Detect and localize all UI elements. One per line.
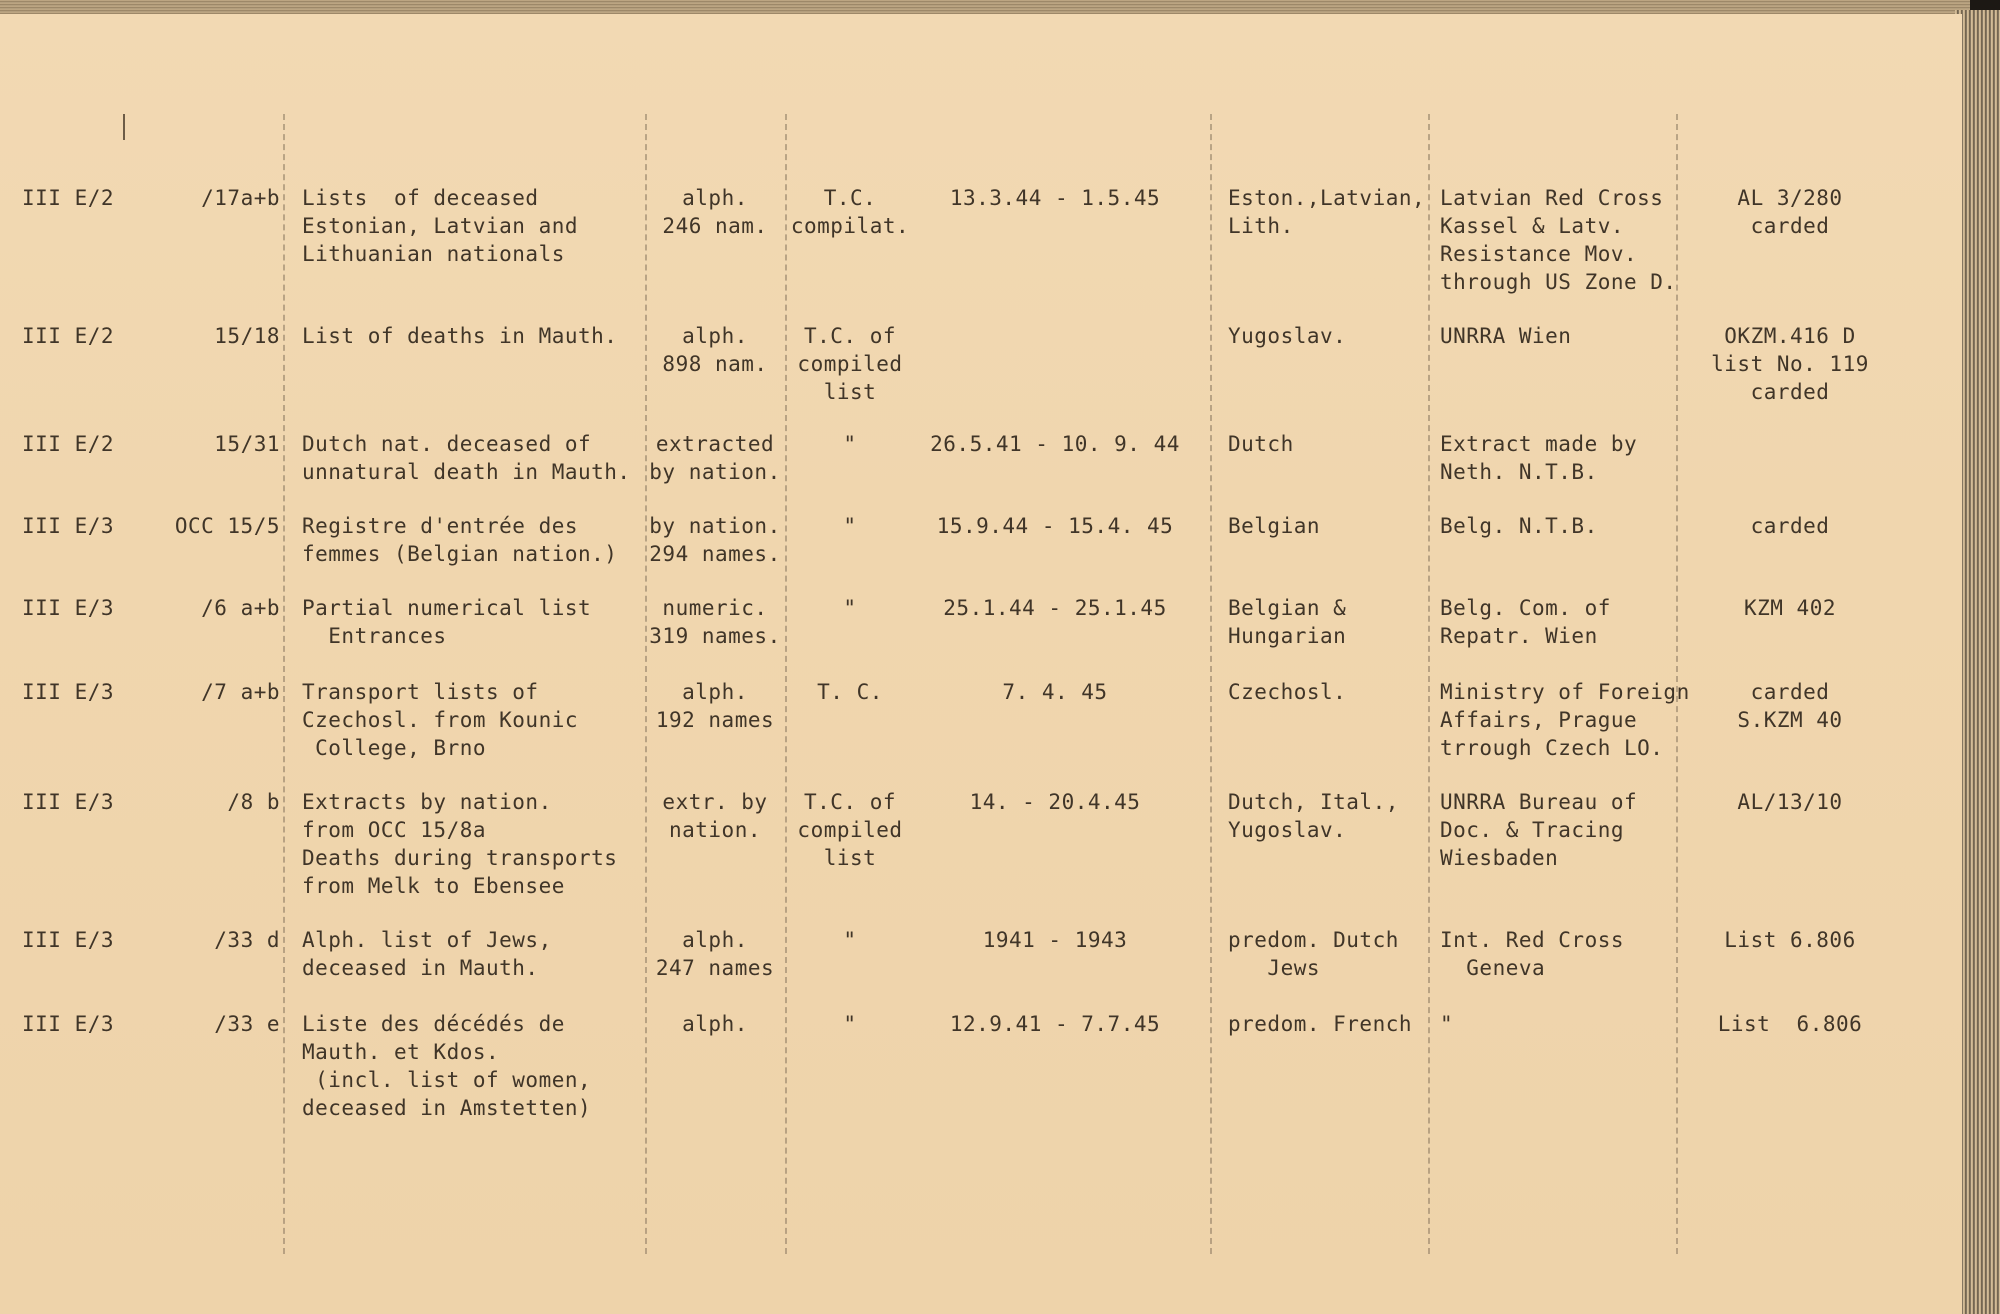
row-7-nationality: Dutch, Ital., Yugoslav. (1228, 790, 1399, 842)
column-divider (1428, 114, 1430, 1254)
row-3-description: Dutch nat. deceased of unnatural death in Mauth. (302, 432, 631, 484)
row-2-nationality: Yugoslav. (1228, 324, 1347, 348)
row-3-dates: 26.5.41 - 10. 9. 44 (930, 432, 1180, 456)
row-7-description: Extracts by nation. from OCC 15/8a Deaths during transports from Melk to Ebensee (302, 790, 618, 898)
row-4-ref: III E/3 (22, 514, 115, 538)
row-1-type: T.C. compilat. (790, 186, 910, 238)
row-4-num: OCC 15/5 (174, 514, 280, 538)
column-divider (1210, 114, 1212, 1254)
row-8-ref: III E/3 (22, 928, 115, 952)
row-1-ref: III E/2 (22, 186, 115, 210)
row-4-type: " (843, 514, 857, 538)
row-6-ref: III E/3 (22, 680, 115, 704)
row-1-description: Lists of deceased Estonian, Latvian and Lithuanian nationals (302, 186, 579, 266)
row-7-ref: III E/3 (22, 790, 115, 814)
row-3-arrangement: extracted by nation. (649, 432, 781, 484)
row-5-description: Partial numerical list Entrances (302, 596, 592, 648)
row-9-arrangement: alph. (682, 1012, 748, 1036)
row-4-source: Belg. N.T.B. (1440, 514, 1598, 538)
row-4-remarks: carded (1750, 514, 1830, 538)
row-6-description: Transport lists of Czechosl. from Kounic College, Brno (302, 680, 579, 760)
row-1-remarks: AL 3/280 carded (1737, 186, 1843, 238)
row-7-num: /8 b (227, 790, 280, 814)
row-8-num: /33 d (214, 928, 280, 952)
row-7-type: T.C. of compiled list (797, 790, 903, 870)
row-4-nationality: Belgian (1228, 514, 1321, 538)
row-8-arrangement: alph. 247 names (655, 928, 775, 980)
row-2-remarks: OKZM.416 D list No. 119 carded (1711, 324, 1869, 404)
row-9-type: " (843, 1012, 857, 1036)
row-3-source: Extract made by Neth. N.T.B. (1440, 432, 1638, 484)
row-9-source: " (1440, 1012, 1454, 1036)
row-1-num: /17a+b (201, 186, 280, 210)
row-9-remarks: List 6.806 (1717, 1012, 1863, 1036)
row-5-ref: III E/3 (22, 596, 115, 620)
row-8-source: Int. Red Cross Geneva (1440, 928, 1625, 980)
row-7-remarks: AL/13/10 (1737, 790, 1843, 814)
row-9-nationality: predom. French (1228, 1012, 1413, 1036)
row-6-dates: 7. 4. 45 (1002, 680, 1108, 704)
row-1-nationality: Eston.,Latvian, Lith. (1228, 186, 1426, 238)
row-9-num: /33 e (214, 1012, 280, 1036)
row-2-description: List of deaths in Mauth. (302, 324, 618, 348)
row-2-num: 15/18 (214, 324, 280, 348)
row-7-dates: 14. - 20.4.45 (969, 790, 1141, 814)
row-8-nationality: predom. Dutch Jews (1228, 928, 1399, 980)
row-6-num: /7 a+b (201, 680, 280, 704)
row-4-arrangement: by nation. 294 names. (649, 514, 781, 566)
row-3-num: 15/31 (214, 432, 280, 456)
row-3-ref: III E/2 (22, 432, 115, 456)
row-5-source: Belg. Com. of Repatr. Wien (1440, 596, 1611, 648)
row-9-ref: III E/3 (22, 1012, 115, 1036)
row-1-source: Latvian Red Cross Kassel & Latv. Resistance Mov. through US Zone D. (1440, 186, 1677, 294)
row-5-dates: 25.1.44 - 25.1.45 (943, 596, 1167, 620)
row-1-arrangement: alph. 246 nam. (662, 186, 768, 238)
row-5-type: " (843, 596, 857, 620)
ruling-tick (123, 114, 125, 140)
row-8-description: Alph. list of Jews, deceased in Mauth. (302, 928, 552, 980)
row-5-remarks: KZM 402 (1743, 596, 1836, 620)
row-7-source: UNRRA Bureau of Doc. & Tracing Wiesbaden (1440, 790, 1638, 870)
row-6-type: T. C. (817, 680, 883, 704)
row-5-arrangement: numeric. 319 names. (649, 596, 781, 648)
row-4-dates: 15.9.44 - 15.4. 45 (936, 514, 1174, 538)
row-8-remarks: List 6.806 (1724, 928, 1856, 952)
row-3-type: " (843, 432, 857, 456)
row-8-type: " (843, 928, 857, 952)
ledger-page (0, 14, 1962, 1314)
row-2-type: T.C. of compiled list (797, 324, 903, 404)
row-6-nationality: Czechosl. (1228, 680, 1347, 704)
row-8-dates: 1941 - 1943 (982, 928, 1128, 952)
row-5-nationality: Belgian & Hungarian (1228, 596, 1347, 648)
column-divider (283, 114, 285, 1254)
row-2-source: UNRRA Wien (1440, 324, 1572, 348)
row-5-num: /6 a+b (201, 596, 280, 620)
row-4-description: Registre d'entrée des femmes (Belgian nation.) (302, 514, 618, 566)
row-6-source: Ministry of Foreign Affairs, Prague trrough Czech LO. (1440, 680, 1690, 760)
row-2-ref: III E/2 (22, 324, 115, 348)
row-9-description: Liste des décédés de Mauth. et Kdos. (incl. list of women, deceased in Amstetten) (302, 1012, 592, 1120)
row-7-arrangement: extr. by nation. (662, 790, 768, 842)
row-2-arrangement: alph. 898 nam. (662, 324, 768, 376)
row-1-dates: 13.3.44 - 1.5.45 (949, 186, 1161, 210)
row-9-dates: 12.9.41 - 7.7.45 (949, 1012, 1161, 1036)
row-3-nationality: Dutch (1228, 432, 1294, 456)
row-6-arrangement: alph. 192 names (655, 680, 775, 732)
row-6-remarks: carded S.KZM 40 (1737, 680, 1843, 732)
